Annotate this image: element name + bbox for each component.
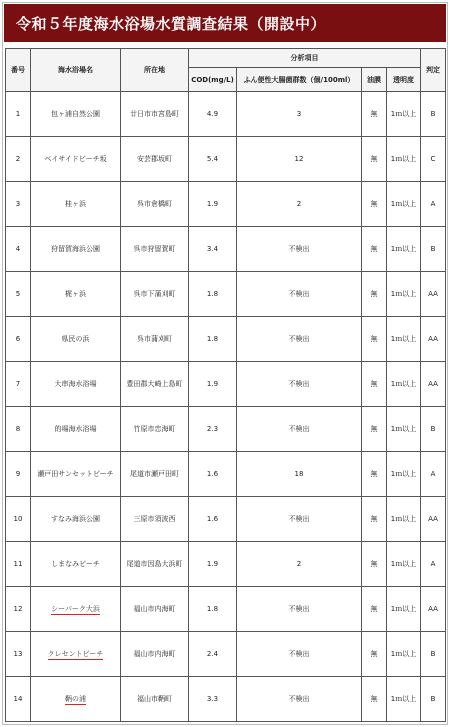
beach-name: 包ヶ浦自然公園: [31, 92, 121, 137]
oil-film: 無: [362, 407, 387, 452]
beach-name: 瀬戸田サンセットビーチ: [31, 452, 121, 497]
beach-name-link[interactable]: 鞆の浦: [65, 695, 86, 703]
row-number: 12: [6, 587, 31, 632]
oil-film: 無: [362, 362, 387, 407]
cod-value: 1.8: [189, 272, 237, 317]
table-row: [6, 182, 446, 227]
location: 福山市内海町: [121, 632, 189, 677]
location: 福山市鞆町: [121, 677, 189, 722]
location: 安芸郡坂町: [121, 137, 189, 182]
clarity: 1ｍ以上: [387, 452, 421, 497]
header-judgment: 判定: [421, 49, 446, 92]
row-number: 1: [6, 92, 31, 137]
cod-value: 1.9: [189, 182, 237, 227]
oil-film: 無: [362, 632, 387, 677]
row-number: 11: [6, 542, 31, 587]
cod-value: 1.9: [189, 542, 237, 587]
table-row: [6, 362, 446, 407]
clarity: 1ｍ以上: [387, 92, 421, 137]
clarity: 1ｍ以上: [387, 317, 421, 362]
oil-film: 無: [362, 137, 387, 182]
clarity: 1ｍ以上: [387, 137, 421, 182]
location: 尾道市因島大浜町: [121, 542, 189, 587]
cod-value: 1.6: [189, 452, 237, 497]
row-number: 2: [6, 137, 31, 182]
beach-name: しまなみビーチ: [31, 542, 121, 587]
row-number: 10: [6, 497, 31, 542]
beach-name: [31, 587, 121, 632]
header-no: 番号: [6, 49, 31, 92]
beach-name: ベイサイドビーチ坂: [31, 137, 121, 182]
beach-name-link[interactable]: シーパーク大浜: [51, 605, 100, 613]
row-number: 5: [6, 272, 31, 317]
cod-value: 3.4: [189, 227, 237, 272]
coliform-count: 不検出: [237, 407, 362, 452]
table-row: [6, 227, 446, 272]
beach-name: 大串海水浴場: [31, 362, 121, 407]
row-number: 8: [6, 407, 31, 452]
coliform-count: 2: [237, 182, 362, 227]
coliform-count: 3: [237, 92, 362, 137]
table-row: [6, 137, 446, 182]
judgment: A: [421, 182, 446, 227]
oil-film: 無: [362, 272, 387, 317]
coliform-count: 12: [237, 137, 362, 182]
oil-film: 無: [362, 452, 387, 497]
clarity: 1ｍ以上: [387, 587, 421, 632]
header-coliform: ふん便性大腸菌群数（個/100ml）: [237, 68, 362, 92]
clarity: 1ｍ以上: [387, 407, 421, 452]
location: 竹原市忠海町: [121, 407, 189, 452]
location: 呉市蒲刈町: [121, 317, 189, 362]
header-oil-film: 油膜: [362, 68, 387, 92]
coliform-count: 不検出: [237, 317, 362, 362]
location: 豊田郡大崎上島町: [121, 362, 189, 407]
judgment: B: [421, 677, 446, 722]
beach-name: 県民の浜: [31, 317, 121, 362]
coliform-count: 不検出: [237, 632, 362, 677]
location: 呉市狩留賀町: [121, 227, 189, 272]
beach-name: [31, 632, 121, 677]
header-analysis-items: 分析項目: [189, 49, 421, 68]
cod-value: 2.4: [189, 632, 237, 677]
clarity: 1ｍ以上: [387, 497, 421, 542]
clarity: 1ｍ以上: [387, 362, 421, 407]
cod-value: 2.3: [189, 407, 237, 452]
location: 廿日市市宮島町: [121, 92, 189, 137]
header-location: 所在地: [121, 49, 189, 92]
beach-name: 狩留賀海浜公園: [31, 227, 121, 272]
coliform-count: 不検出: [237, 272, 362, 317]
row-number: 13: [6, 632, 31, 677]
beach-name: すなみ海浜公園: [31, 497, 121, 542]
cod-value: 1.8: [189, 317, 237, 362]
cod-value: 1.9: [189, 362, 237, 407]
page-title-text: 令和５年度海水浴場水質調査結果（開設中）: [16, 14, 327, 33]
location: 呉市倉橋町: [121, 182, 189, 227]
table-row: [6, 272, 446, 317]
cod-value: 5.4: [189, 137, 237, 182]
cod-value: 3.3: [189, 677, 237, 722]
table-row: [6, 497, 446, 542]
judgment: B: [421, 632, 446, 677]
coliform-count: 18: [237, 452, 362, 497]
judgment: AA: [421, 362, 446, 407]
table-row: [6, 542, 446, 587]
water-quality-table: [5, 48, 446, 722]
beach-name: 桂ヶ浜: [31, 182, 121, 227]
location: 尾道市瀬戸田町: [121, 452, 189, 497]
table-row: [6, 92, 446, 137]
judgment: A: [421, 452, 446, 497]
table-row: [6, 677, 446, 722]
coliform-count: 2: [237, 542, 362, 587]
coliform-count: 不検出: [237, 587, 362, 632]
beach-name: [31, 677, 121, 722]
header-cod: COD(mg/L): [189, 68, 237, 92]
row-number: 7: [6, 362, 31, 407]
row-number: 6: [6, 317, 31, 362]
table-row: [6, 452, 446, 497]
judgment: A: [421, 542, 446, 587]
coliform-count: 不検出: [237, 362, 362, 407]
judgment: C: [421, 137, 446, 182]
oil-film: 無: [362, 497, 387, 542]
coliform-count: 不検出: [237, 677, 362, 722]
judgment: AA: [421, 587, 446, 632]
row-number: 9: [6, 452, 31, 497]
judgment: AA: [421, 317, 446, 362]
oil-film: 無: [362, 182, 387, 227]
table-row: [6, 587, 446, 632]
beach-name-link[interactable]: クレセントビーチ: [47, 650, 104, 658]
header-clarity: 透明度: [387, 68, 421, 92]
oil-film: 無: [362, 227, 387, 272]
cod-value: 4.9: [189, 92, 237, 137]
location: 呉市下蒲刈町: [121, 272, 189, 317]
oil-film: 無: [362, 317, 387, 362]
oil-film: 無: [362, 587, 387, 632]
oil-film: 無: [362, 542, 387, 587]
table-row: [6, 317, 446, 362]
table-body: [6, 92, 446, 722]
clarity: 1ｍ以上: [387, 272, 421, 317]
table-row: [6, 407, 446, 452]
table-row: [6, 632, 446, 677]
judgment: AA: [421, 272, 446, 317]
beach-name: 梶ヶ浜: [31, 272, 121, 317]
judgment: B: [421, 407, 446, 452]
row-number: 3: [6, 182, 31, 227]
judgment: B: [421, 227, 446, 272]
cod-value: 1.6: [189, 497, 237, 542]
clarity: 1ｍ以上: [387, 182, 421, 227]
clarity: 1ｍ以上: [387, 677, 421, 722]
location: 三原市須波西: [121, 497, 189, 542]
cod-value: 1.8: [189, 587, 237, 632]
judgment: B: [421, 92, 446, 137]
row-number: 14: [6, 677, 31, 722]
coliform-count: 不検出: [237, 497, 362, 542]
coliform-count: 不検出: [237, 227, 362, 272]
header-beach-name: 海水浴場名: [31, 49, 121, 92]
clarity: 1ｍ以上: [387, 227, 421, 272]
judgment: AA: [421, 497, 446, 542]
clarity: 1ｍ以上: [387, 632, 421, 677]
oil-film: 無: [362, 677, 387, 722]
clarity: 1ｍ以上: [387, 542, 421, 587]
row-number: 4: [6, 227, 31, 272]
location: 福山市内海町: [121, 587, 189, 632]
page-title: [4, 4, 446, 42]
oil-film: 無: [362, 92, 387, 137]
beach-name: 的場海水浴場: [31, 407, 121, 452]
